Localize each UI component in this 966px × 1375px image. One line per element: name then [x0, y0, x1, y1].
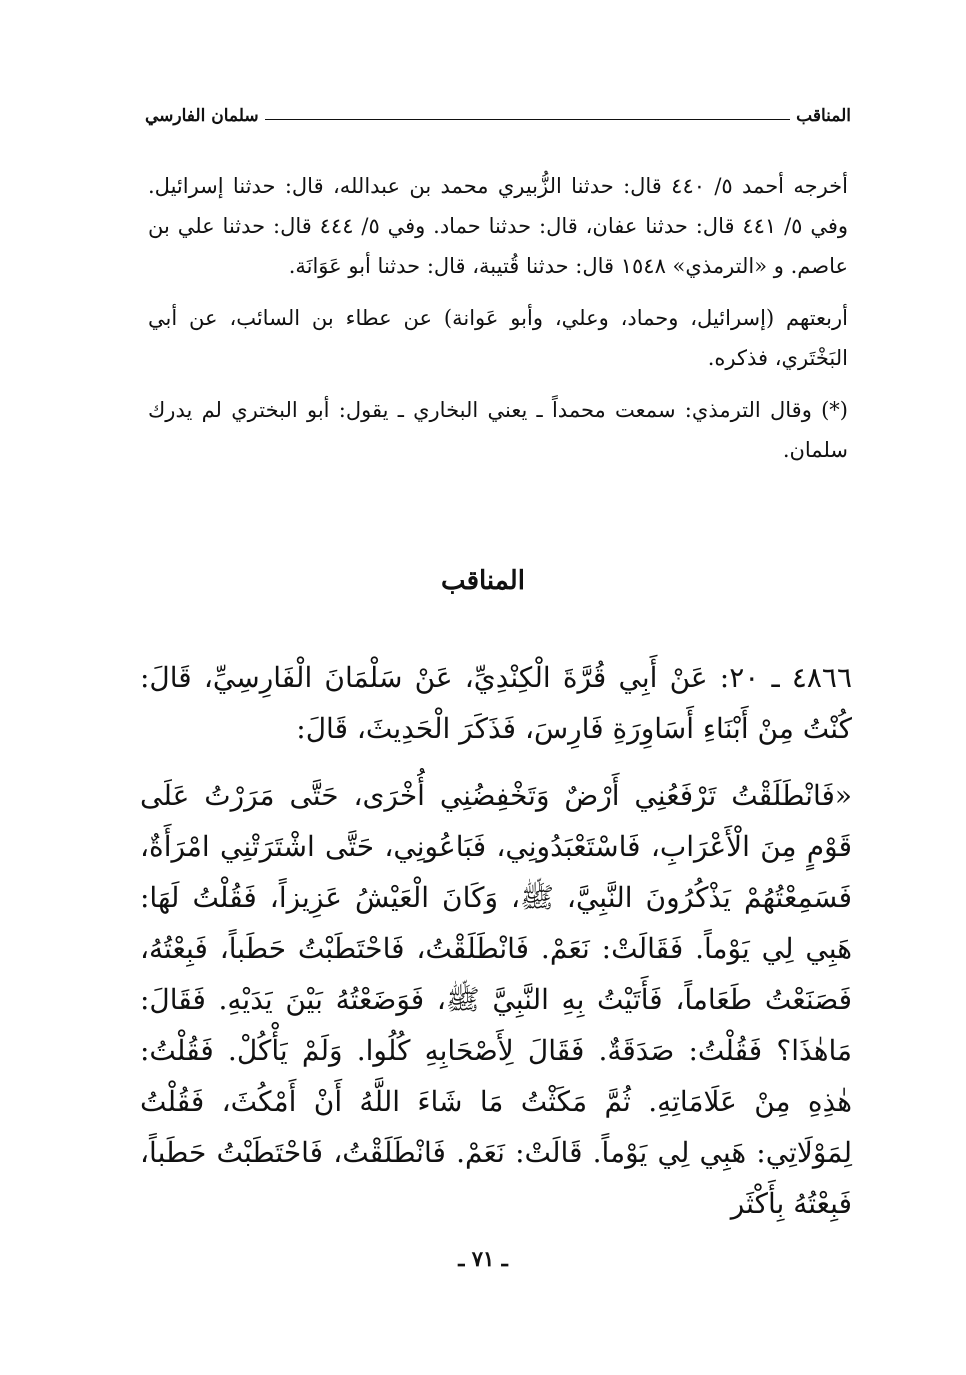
page-number: ـ ٧١ ـ	[458, 1246, 508, 1271]
header-chapter-title: المناقب	[796, 106, 851, 126]
note-paragraph-narrators: أربعتهم (إسرائيل، وحماد، وعلي، وأبو عَوانة) عن عطاء بن السائب، عن أبي البَخْتَري، فذكره.	[148, 306, 848, 370]
footnotes-block	[148, 166, 848, 482]
header-rule	[265, 119, 791, 120]
section-heading: المناقب	[441, 566, 525, 596]
hadith-block	[140, 652, 852, 1245]
running-header	[145, 96, 851, 126]
header-section-title: سلمان الفارسي	[145, 106, 259, 126]
hadith-text: «فَانْطَلَقْتُ تَرْفَعُنِي أَرْضٌ وَتَخْفِضُنِي أُخْرَى، حَتَّى مَرَرْتُ عَلَى قَوْمٍ مِنَ الْأَعْرَابِ، فَاسْتَعْبَدُونِي، فَبَاعُونِي، حَتَّى اشْتَرَتْنِي امْرَأَةٌ، فَسَمِعْتُهُمْ يَذْكُرُونَ النَّبِيَّ، ﷺ، وَكَانَ الْعَيْشُ عَزِيزاً، فَقُلْتُ لَهَا: هَبِي لِي يَوْماً. فَقَالَتْ: نَعَمْ. فَانْطَلَقْتُ، فَاحْتَطَبْتُ حَطَباً، فَبِعْتُهُ، فَصَنَعْتُ طَعَاماً، فَأَتَيْتُ بِهِ النَّبِيَّ ﷺ، فَوَضَعْتُهُ بَيْنَ يَدَيْهِ. فَقَالَ: مَاهٰذَا؟ فَقُلْتُ: صَدَقَةٌ. فَقَالَ لِأَصْحَابِهِ كُلُوا. وَلَمْ يَأْكُلْ. فَقُلْتُ: هٰذِهِ مِنْ عَلَامَاتِهِ. ثُمَّ مَكَثْتُ مَا شَاءَ اللَّهُ أَنْ أَمْكُثَ، فَقُلْتُ لِمَوْلَاتِي: هَبِي لِي يَوْماً. قَالَتْ: نَعَمْ. فَانْطَلَقْتُ، فَاحْتَطَبْتُ حَطَباً، فَبِعْتُهُ بِأَكْثَر	[140, 779, 852, 1220]
note-paragraph-sources: أخرجه أحمد ٥/ ٤٤٠ قال: حدثنا الزُّبيري محمد بن عبدالله، قال: حدثنا إسرائيل. وفي ٥/ ٤٤١ قال: حدثنا عفان، قال: حدثنا حماد. وفي ٥/ ٤٤٤ قال: حدثنا علي بن عاصم. و «الترمذي» ١٥٤٨ قال: حدثنا قُتيبة، قال: حدثنا أبو عَوَانَة.	[148, 174, 849, 278]
hadith-intro: ٤٨٦٦ ـ ٢٠: عَنْ أَبِي قُرَّةَ الْكِنْدِيِّ، عَنْ سَلْمَانَ الْفَارِسِيِّ، قَالَ: كُنْتُ مِنْ أَبْنَاءِ أَسَاوِرَةِ فَارِسَ، فَذَكَرَ الْحَدِيثَ، قَالَ:	[140, 661, 852, 745]
note-paragraph-tirmidhi: (*) وقال الترمذي: سمعت محمداً ـ يعني البخاري ـ يقول: أبو البختري لم يدرك سلمان.	[148, 398, 848, 462]
